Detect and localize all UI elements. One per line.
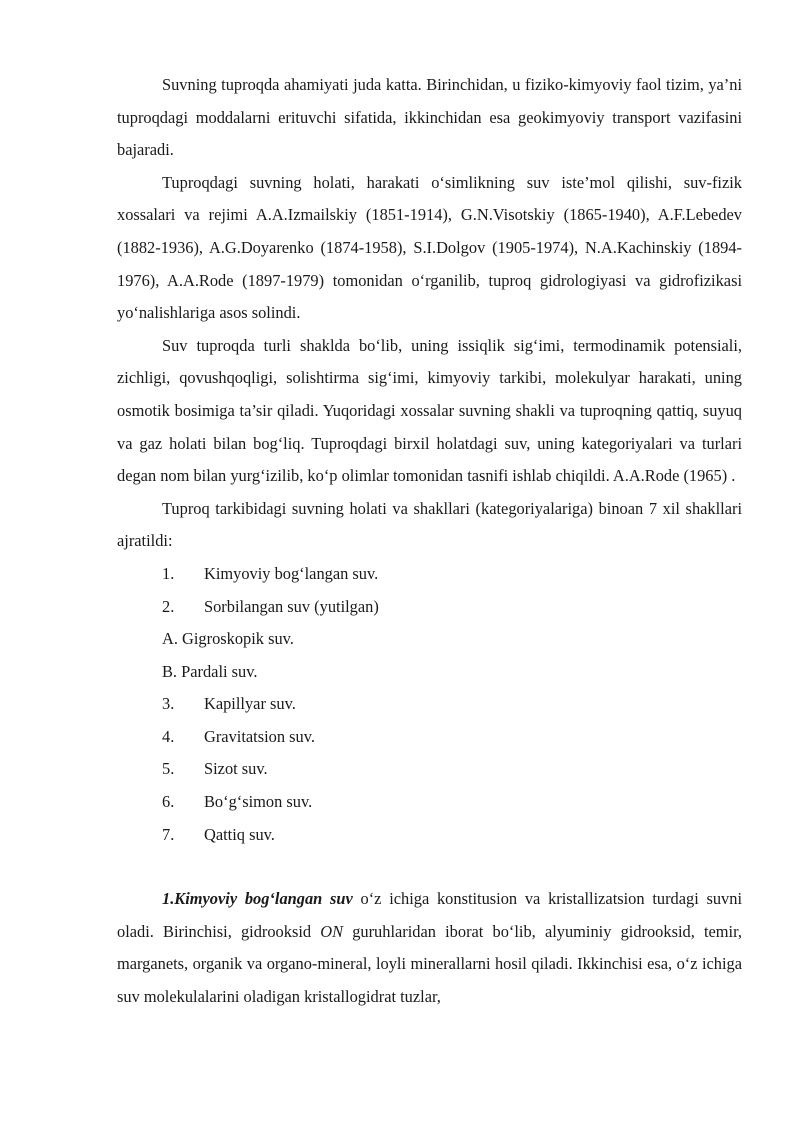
list-number: 7.	[162, 824, 175, 844]
list-text: Kapillyar suv.	[204, 694, 296, 714]
list-item	[117, 688, 742, 721]
paragraph-classification: Tuproq tarkibidagi suvning holati va shakllari (kategoriyalariga) binoan 7 xil shakllari ajratildi:	[117, 498, 742, 551]
list-number: 6.	[162, 792, 175, 812]
list-number: 1.	[162, 563, 175, 583]
section-text-continued: guruhlaridan iborat bo‘lib, alyuminiy gidrooksid, temir, marganets, organik va organo-mineral, loyli minerallarni hosil qiladi. Ikkinchisi esa, o‘z ichiga suv molekulalarini oladigan kristallogidrat tuzlar,	[117, 921, 742, 1007]
water-forms-list-continued	[117, 688, 742, 851]
list-text: Sizot suv.	[204, 759, 268, 779]
formula-text: ON	[320, 921, 344, 941]
list-number: 3.	[162, 694, 175, 714]
list-number: 4.	[162, 726, 175, 746]
list-item	[117, 591, 742, 624]
list-item	[117, 819, 742, 852]
list-text: Gravitatsion suv.	[204, 726, 315, 746]
paragraph-properties: Suv tuproqda turli shaklda bo‘lib, uning issiqlik sig‘imi, termodinamik potensiali, zichligi, qovushqoqligi, solishtirma sig‘imi, kimyoviy tarkibi, molekulyar harakati, uning osmotik bosimiga ta’sir qiladi. Yuqoridagi xossalar suvning shakli va tuproqning qattiq, suyuq va gaz holati bilan bog‘liq. Tuproqdagi birxil holatdagi suv, uning kategoriyalari va turlari degan nom bilan yurg‘izilib, ko‘p olimlar tomonidan tasnifi ishlab chiqildi. A.A.Rode (1965) .	[117, 335, 742, 486]
sublist-item-b: B. Pardali suv.	[162, 661, 258, 681]
sublist-item-a: A. Gigroskopik suv.	[162, 629, 294, 649]
list-text: Qattiq suv.	[204, 824, 275, 844]
list-number: 5.	[162, 759, 175, 779]
list-text: Sorbilangan suv (yutilgan)	[204, 596, 379, 616]
paragraph-history: Tuproqdagi suvning holati, harakati o‘simlikning suv iste’mol qilishi, suv-fizik xossalari va rejimi A.A.Izmailskiy (1851-1914), G.N.Visotskiy (1865-1940), A.F.Lebedev (1882-1936), A.G.Doyarenko (1874-1958), S.I.Dolgov (1905-1974), N.A.Kachinskiy (1894-1976), A.A.Rode (1897-1979) tomonidan o‘rganilib, tuproq gidrologiyasi va gidrofizikasi yo‘nalishlariga asos solindi.	[117, 172, 742, 323]
paragraph-intro: Suvning tuproqda ahamiyati juda katta. Birinchidan, u fiziko-kimyoviy faol tizim, ya’ni tuproqdagi moddalarni erituvchi sifatida, ikkinchidan esa geokimyoviy transport vazifasini bajaradi.	[117, 75, 742, 160]
list-item	[117, 753, 742, 786]
list-item	[117, 558, 742, 591]
list-text: Kimyoviy bog‘langan suv.	[204, 563, 379, 583]
section-chemically-bound-water	[117, 883, 742, 1013]
section-text: o‘z ichiga konstitusion va kristallizatsion turdagi suvni oladi. Birinchisi, gidrooksid	[117, 889, 743, 941]
list-text: Bo‘g‘simon suv.	[204, 792, 313, 812]
list-number: 2.	[162, 596, 175, 616]
list-item	[117, 786, 742, 819]
section-spacer	[117, 851, 742, 883]
list-item	[117, 721, 742, 754]
section-heading: 1.Kimyoviy bog‘langan suv	[162, 889, 353, 909]
water-forms-list	[117, 558, 742, 623]
